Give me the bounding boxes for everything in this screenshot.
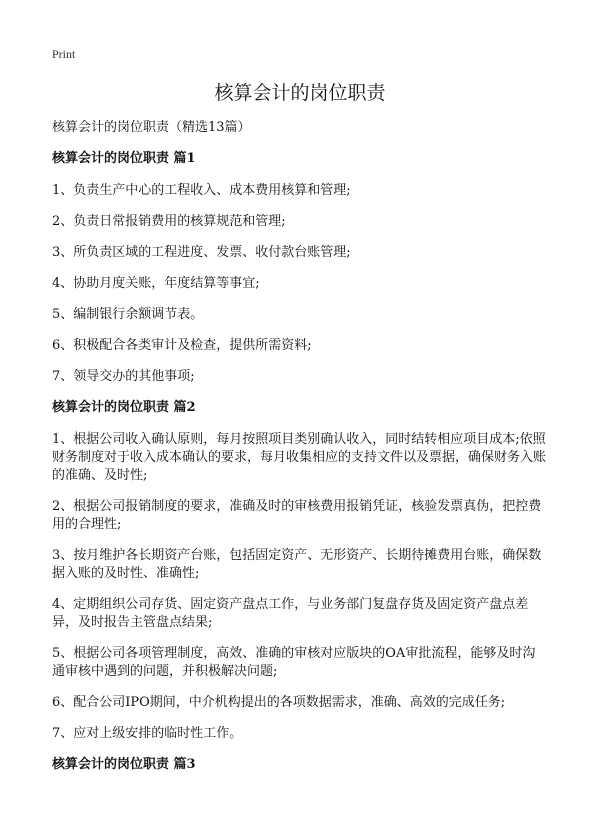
list-item: 7、领导交办的其他事项;: [52, 369, 195, 384]
list-item: 6、配合公司IPO期间，中介机构提出的各项数据需求，准确、高效的完成任务;: [52, 695, 506, 710]
document-body: [52, 150, 548, 788]
list-item: 6、积极配合各类审计及检查，提供所需资料;: [52, 338, 312, 353]
section-1-list: [52, 182, 548, 386]
list-item: 1、负责生产中心的工程收入、成本费用核算和管理;: [52, 183, 351, 198]
list-item: 2、负责日常报销费用的核算规范和管理;: [52, 214, 286, 229]
page-title: 核算会计的岗位职责: [214, 82, 386, 104]
list-item: 3、按月维护各长期资产台账，包括固定资产、无形资产、长期待摊费用台账，确保数据入账的及时性、准确性;: [52, 548, 542, 581]
list-item: 1、根据公司收入确认原则，每月按照项目类别确认收入，同时结转相应项目成本;依照财务制度对于收入成本确认的要求，每月收集相应的支持文件以及票据，确保财务入账的准确、及时性;: [52, 432, 547, 483]
print-label: Print: [52, 47, 76, 61]
list-item: 4、定期组织公司存货、固定资产盘点工作，与业务部门复盘存货及固定资产盘点差异，及时报告主管盘点结果;: [52, 597, 529, 630]
document-subtitle: 核算会计的岗位职责（精选13篇）: [52, 120, 251, 135]
section-2-list: [52, 431, 548, 743]
section-heading-2: 核算会计的岗位职责 篇2: [52, 400, 196, 415]
list-item: 5、编制银行余额调节表。: [52, 307, 204, 322]
list-item: 4、协助月度关账，年度结算等事宜;: [52, 276, 260, 291]
list-item: 3、所负责区域的工程进度、发票、收付款台账管理;: [52, 245, 351, 260]
list-item: 7、应对上级安排的临时性工作。: [52, 726, 243, 741]
section-heading-3: 核算会计的岗位职责 篇3: [52, 757, 196, 772]
section-heading-1: 核算会计的岗位职责 篇1: [52, 151, 196, 166]
list-item: 5、根据公司各项管理制度，高效、准确的审核对应版块的OA审批流程，能够及时沟通审核中遇到的问题，并积极解决问题;: [52, 646, 536, 679]
list-item: 2、根据公司报销制度的要求，准确及时的审核费用报销凭证，核验发票真伪，把控费用的合理性;: [52, 499, 542, 532]
